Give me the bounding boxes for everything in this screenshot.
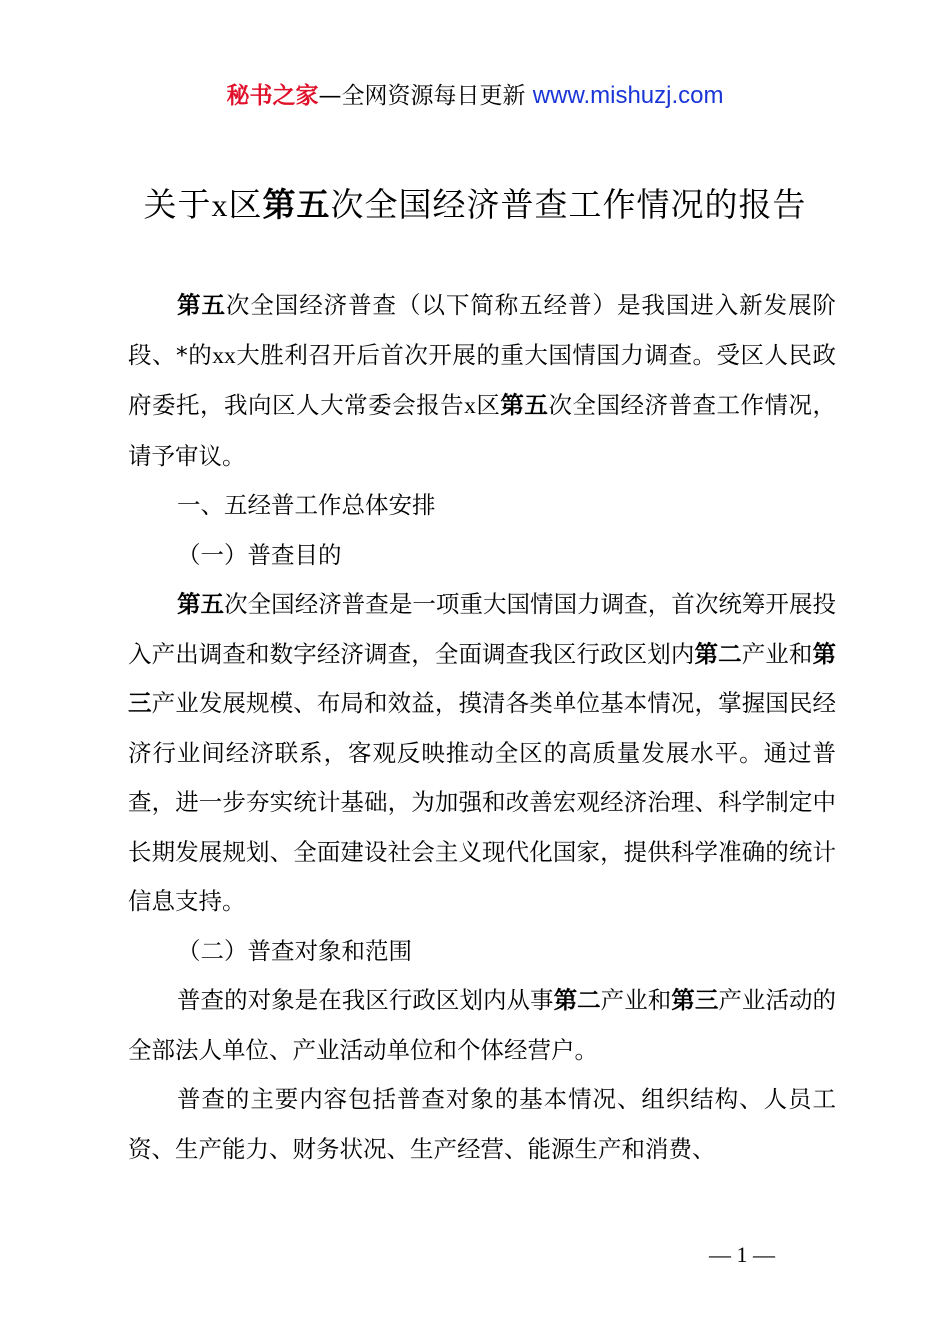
paragraph-scope (128, 976, 836, 1075)
bold-text: 第二 (694, 639, 742, 668)
text: 次全国经济普查是一项重大国情国力调查，首次统筹开展投入产出调查和数字经济调查，全面调查我区行政区划内 (128, 590, 837, 668)
text: 产业和 (600, 986, 672, 1014)
site-brand: 秘书之家 (226, 83, 319, 109)
paragraph-intro (128, 281, 836, 481)
page-number-text: — 1 — (709, 1242, 775, 1267)
subsection-heading-2: （二）普查对象和范围 (177, 936, 412, 965)
title-text: 区 (228, 185, 263, 224)
text: x (464, 393, 476, 419)
bold-text: 第二 (553, 986, 601, 1014)
text: 区 (475, 391, 501, 419)
title-text: 次全国经济普查工作情况的报告 (330, 185, 807, 224)
paragraph-content: 普查的主要内容包括普查对象的基本情况、组织结构、人员工资、生产能力、财务状况、生产经营、能源生产和消费、 (128, 1085, 836, 1163)
title-bold-text: 第五 (262, 185, 331, 224)
document-title (0, 180, 950, 230)
text: 产业和 (741, 639, 813, 668)
text: xx (212, 342, 236, 369)
text: 大胜利召开后首次开展的重大国情国力调查。受区人民政府委托，我向区人大常委会报告 (128, 340, 837, 419)
text: 产业发展规模、布局和效益，摸清各类单位基本情况，掌握国民经济行业间经济联系，客观反映推动全区的高质量发展水平。通过普查，进一步夯实统计基础，为加强和改善宏观经济治理、科学制定中长期发展规划、全面建设社会主义现代化国家，提供科学准确的统计信息支持。 (128, 689, 837, 915)
site-header (0, 80, 950, 112)
text: 普查的对象是在我区行政区划内从事 (177, 986, 554, 1014)
title-text: x (211, 187, 229, 223)
bold-text: 第五 (177, 590, 225, 618)
section-heading-1: 一、五经普工作总体安排 (177, 491, 436, 519)
site-tagline: —全网资源每日更新 (318, 83, 533, 109)
subsection-heading-1: （一）普查目的 (177, 540, 342, 569)
text: 次全国经济普查（以下简称五经普）是我国进入新发展阶段、*的 (128, 291, 837, 369)
bold-text: 第三 (671, 986, 719, 1014)
text: 次全国经济普查工作情况，请予审议。 (128, 391, 837, 470)
paragraph-purpose (128, 580, 836, 927)
document-body (128, 281, 836, 1174)
site-url-link[interactable]: www.mishuzj.com (532, 82, 724, 109)
bold-text: 第五 (177, 291, 226, 319)
bold-text: 第三 (128, 639, 837, 717)
title-text: 关于 (143, 185, 212, 224)
text: 产业活动的全部法人单位、产业活动单位和个体经营户。 (128, 986, 837, 1064)
bold-text: 第五 (500, 391, 549, 419)
